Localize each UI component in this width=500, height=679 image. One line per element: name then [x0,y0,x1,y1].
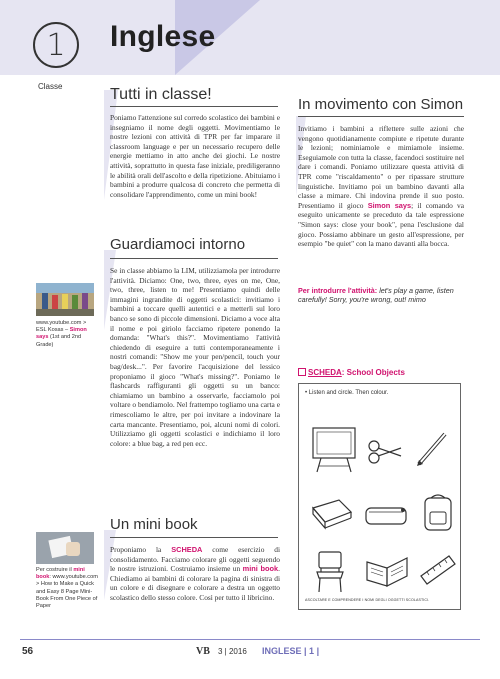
issue-number: 3 | 2016 [218,647,247,656]
video-caption-simon: www.youtube.com > ESL Kosas – Simon says (1st and 2nd Grade) [36,320,87,348]
footer-rule [20,639,480,640]
backpack-drawing [421,492,455,534]
worksheet [298,383,461,610]
scissors-drawing [367,438,403,466]
page-number: 56 [22,646,34,657]
section-body-minibook: Proponiamo la SCHEDA come esercizio di consolidamento. Facciamo colorare gli oggetti seguendo le nostre istruzioni. Costruiamo insieme un mini book. Chiediamo ai bambini di colorare la pagina di sinistra di un colore e di disegnare e colorare a destra un oggetto scolastico dello stesso colore. Così per tutto il libricino. [110,545,280,602]
video-link-simon[interactable]: Simon says [36,327,87,341]
video-link-minibook[interactable]: mini book [36,567,85,581]
minibook-reference: mini book [242,564,279,574]
heading-rule [298,116,464,117]
chair-drawing [313,550,347,594]
scheda-title [298,368,405,377]
section-body-tutti: Poniamo l'attenzione sul corredo scolastico dei bambini e insegniamo il nome degli oggetti. Movimentiamo le nostre lezioni con attività di TPR per far imparare il classroom language e per un necessario recupero delle energie mettiamo in atto anche dei giochi. Le nostre attività, soprattutto in questa fase iniziale, prediligeranno le abilità orali dell'ascolto e della ripetizione. Abituiamo i bambini a produrre qualcosa di concreto che permetta di consolidare l'apprendimento, come un mini book! [110,113,280,199]
footer-section: INGLESE | 1 | [262,646,320,656]
scheda-icon [298,368,306,376]
section-body-simon: Invitiamo i bambini a riflettere sulle azioni che vengono quotidianamente compiute e ripetute durante le lezioni; nominiamole e mimiamole insieme. Eseguiamole con tutta la classe, facendoci sostituire nel dare i comandi. Poniamo utilizzare questa attività di TPR come "riscaldamento" o per ripassare strutture linguistiche. Invitiamo poi un bambino davanti alla classe a mimare. Chi indovina prende il suo posto. Presentiamo il gioco Simon says; il comando va eseguito unicamente se preceduto da tale espressione "Simon says: close your book", pena l'esclusione dal gioco. Possiamo abbinare un gesto all'espressione, per esempio "be quiet" con la mano davanti alla bocca. [298,124,465,249]
intro-text: let's play a game, listen carefully! Sorry, you're wrong, out! mimo [298,286,454,305]
video-caption-minibook: Per costruire il mini book: www.youtube.com > How to Make a Quick and Easy 8 Page Mini-Book From One Piece of Paper [36,567,98,610]
unit-number: 1 [46,27,66,63]
page-title: Inglese [110,20,216,53]
scheda-subtitle: : School Objects [341,368,405,377]
heading-rule [110,258,278,259]
book-drawing [309,496,355,532]
ruler-drawing [419,554,457,586]
simon-says-reference: Simon says [367,200,412,210]
section-body-guardiamoci: Se in classe abbiamo la LIM, utilizziamola per introdurre l'attività. Diciamo: One, two, three, eyes on me, One, two, three, listen to me! Presentiamo quindi delle immagini ingrandite di oggetti scolastici: invitiamo i bambini a toccare quelli autentici e a metterli sul loro banco se sono di piccole dimensioni. Diciamo a voce alta il nome e poi giriolo facciamo ripetere ponendo la domanda: "What's this?". Movimentiamo l'attività chiedendo di eseguire a tutti contemporaneamente i nostri comandi: "Show me your pen/pencil, touch your bag/desk...". Per favorire l'acquisizione del lessico proponiamo il gioco "What's missing?". Poniamo le flashcards raffiguranti gli oggetti su un banco: chiamiamo un bambino a osservarle, facciamolo poi voltare o bendiamolo. Nel frattempo togliamo una carta e rimescoliamo le altre, per poi invitare a indovinare la carta mancante. Presentiamo, poi, alcuni nomi di colori. Utilizziamo gli oggetti scolastici e indichiamo il loro colore: a blue bag, a red pen ecc. [110,266,280,448]
worksheet-instruction: • Listen and circle. Then colour. [305,390,389,396]
heading-rule [110,537,278,538]
heading-rule [110,106,278,107]
intro-label: Per introdurre l'attività: [298,286,378,295]
section-heading-minibook: Un mini book [110,516,198,533]
scheda-reference: SCHEDA [171,545,203,554]
section-heading-simon: In movimento con Simon [298,96,464,113]
section-heading-tutti: Tutti in classe! [110,86,212,103]
unit-number-badge [33,22,79,68]
unit-label: Classe [38,82,63,91]
video-thumbnail-simon[interactable] [36,283,94,316]
blackboard-drawing [311,426,357,474]
scheda-label: SCHEDA [308,368,342,377]
section-heading-guardiamoci: Guardiamoci intorno [110,236,246,253]
worksheet-footer-note: ASCOLTARE E COMPRENDERE I NOMI DEGLI OGGETTI SCOLASTICI. [305,598,430,602]
pencil-drawing [415,428,451,468]
pencil-case-drawing [363,502,411,528]
video-thumbnail-minibook[interactable] [36,532,94,564]
open-book-drawing [363,552,411,588]
intro-box [298,286,464,304]
magazine-logo: VB [196,646,210,657]
